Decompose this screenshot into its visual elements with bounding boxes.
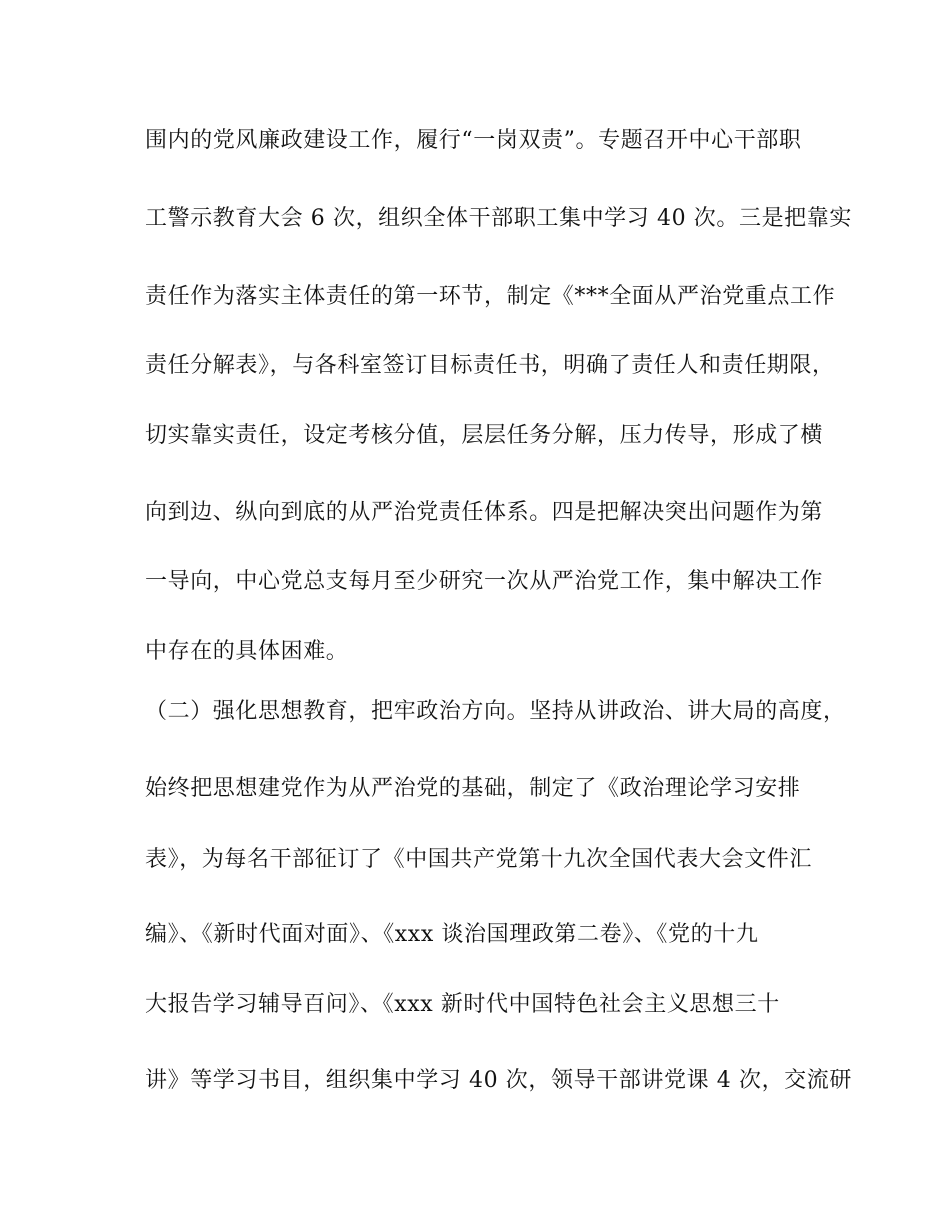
text-line: 讲》等学习书目，组织集中学习 40 次，领导干部讲党课 4 次，交流研 [145,1068,852,1093]
text-line: 一导向，中心党总支每月至少研究一次从严治党工作，集中解决工作 [145,569,824,594]
text-line: 围内的党风廉政建设工作，履行“一岗双责”。专题召开中心干部职 [145,128,802,153]
text-line: 向到边、纵向到底的从严治党责任体系。四是把解决突出问题作为第 [145,500,824,525]
text-line: 中存在的具体困难。 [145,639,349,664]
text-line: 责任作为落实主体责任的第一环节，制定《***全面从严治党重点工作 [145,284,836,309]
text-line: 工警示教育大会 6 次，组织全体干部职工集中学习 40 次。三是把靠实 [145,206,852,231]
text-line: 大报告学习辅导百问》、《xxx 新时代中国特色社会主义思想三十 [145,992,780,1017]
text-line: 始终把思想建党作为从严治党的基础，制定了《政治理论学习安排 [145,776,801,801]
text-line: 表》，为每名干部征订了《中国共产党第十九次全国代表大会文件汇 [145,847,813,872]
text-line: 责任分解表》，与各科室签订目标责任书，明确了责任人和责任期限， [145,353,835,378]
section-heading-line: （二）强化思想教育，把牢政治方向。坚持从讲政治、讲大局的高度， [145,699,846,724]
text-line: 切实靠实责任，设定考核分值，层层任务分解，压力传导，形成了横 [145,423,824,448]
text-line: 编》、《新时代面对面》、《xxx 谈治国理政第二卷》、《党的十九 [145,922,759,947]
